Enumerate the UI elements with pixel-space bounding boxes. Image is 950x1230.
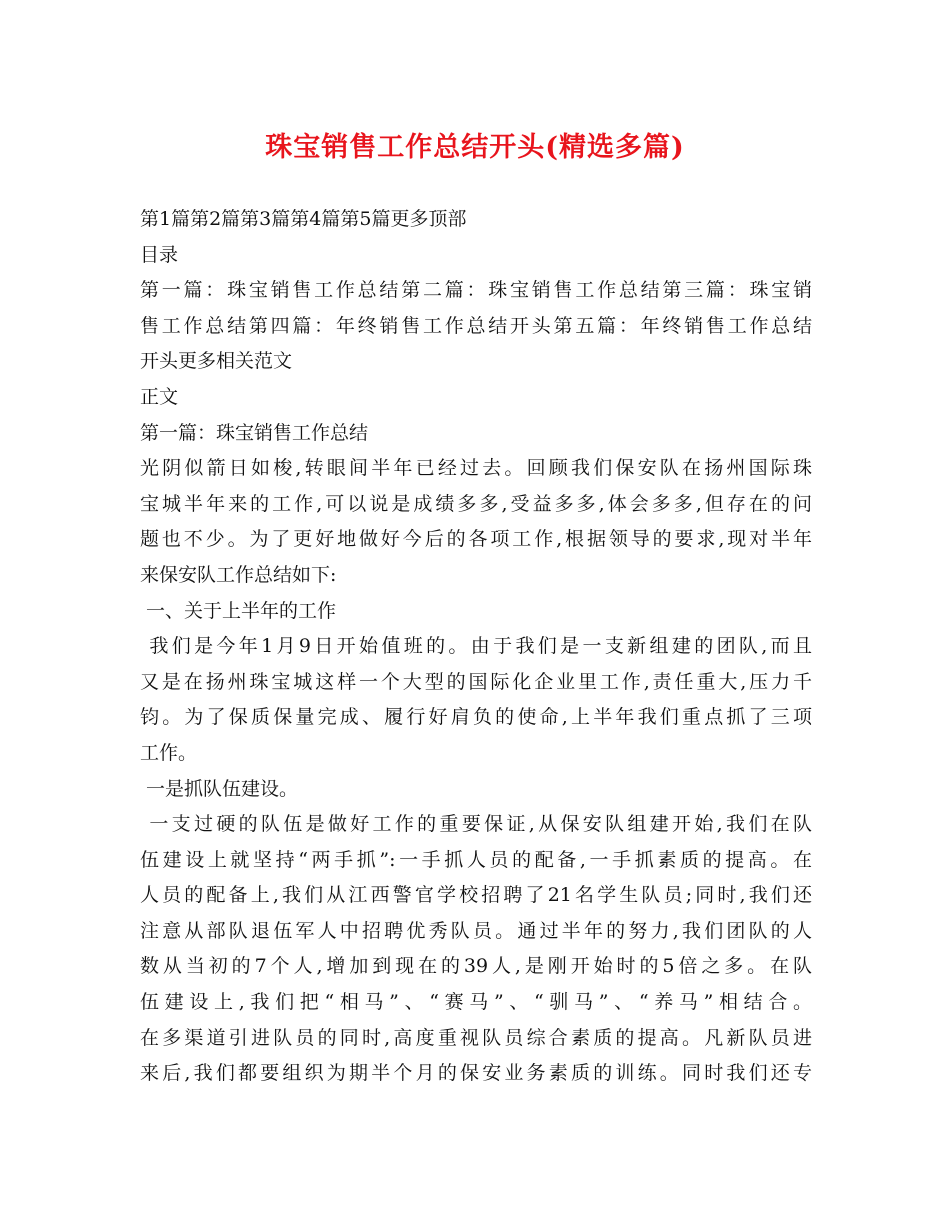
article-heading: 第一篇：珠宝销售工作总结 — [140, 421, 369, 444]
paragraph-line: 来后,我们都要组织为期半个月的保安业务素质的训练。同时我们还专 — [140, 1062, 812, 1085]
paragraph-line: 工作。 — [140, 741, 198, 764]
paragraph-line: 在多渠道引进队员的同时,高度重视队员综合素质的提高。凡新队员进 — [140, 1026, 812, 1049]
paragraph-line: 宝城半年来的工作,可以说是成绩多多,受益多多,体会多多,但存在的问 — [140, 492, 812, 515]
paragraph-line: 注意从部队退伍军人中招聘优秀队员。通过半年的努力,我们团队的人 — [140, 919, 812, 942]
toc-line: 第一篇：珠宝销售工作总结第二篇：珠宝销售工作总结第三篇：珠宝销 — [140, 279, 812, 302]
toc-line: 售工作总结第四篇：年终销售工作总结开头第五篇：年终销售工作总结 — [140, 314, 812, 337]
paragraph-line: 来保安队工作总结如下: — [140, 563, 337, 586]
paragraph-line: 伍建设上,我们把“相马”、“赛马”、“驯马”、“养马”相结合。 — [140, 991, 812, 1014]
paragraph-line: 伍建设上就坚持“两手抓”:一手抓人员的配备,一手抓素质的提高。在 — [140, 848, 812, 871]
toc-heading: 目录 — [140, 243, 179, 266]
paragraph-line: 题也不少。为了更好地做好今后的各项工作,根据领导的要求,现对半年 — [140, 528, 812, 551]
paragraph-line: 光阴似箭日如梭,转眼间半年已经过去。回顾我们保安队在扬州国际珠 — [140, 457, 812, 480]
paragraph-line: 又是在扬州珠宝城这样一个大型的国际化企业里工作,责任重大,压力千 — [140, 670, 812, 693]
body-heading: 正文 — [140, 385, 179, 408]
document-title: 珠宝销售工作总结开头(精选多篇) — [265, 132, 685, 163]
paragraph-line: 钧。为了保质保量完成、履行好肩负的使命,上半年我们重点抓了三项 — [140, 706, 812, 729]
toc-line: 开头更多相关范文 — [140, 350, 293, 373]
section-heading: 一、关于上半年的工作 — [140, 599, 337, 622]
paragraph-line: 数从当初的7个人,增加到现在的39人,是刚开始时的5倍之多。在队 — [140, 955, 812, 978]
paragraph-line: 一支过硬的队伍是做好工作的重要保证,从保安队组建开始,我们在队 — [140, 813, 812, 836]
paragraph-line: 人员的配备上,我们从江西警官学校招聘了21名学生队员;同时,我们还 — [140, 884, 812, 907]
document-body — [140, 202, 812, 1092]
subsection-heading: 一是抓队伍建设。 — [140, 777, 299, 800]
section-nav: 第1篇第2篇第3篇第4篇第5篇更多顶部 — [140, 208, 467, 230]
paragraph-line: 我们是今年1月9日开始值班的。由于我们是一支新组建的团队,而且 — [140, 635, 812, 658]
